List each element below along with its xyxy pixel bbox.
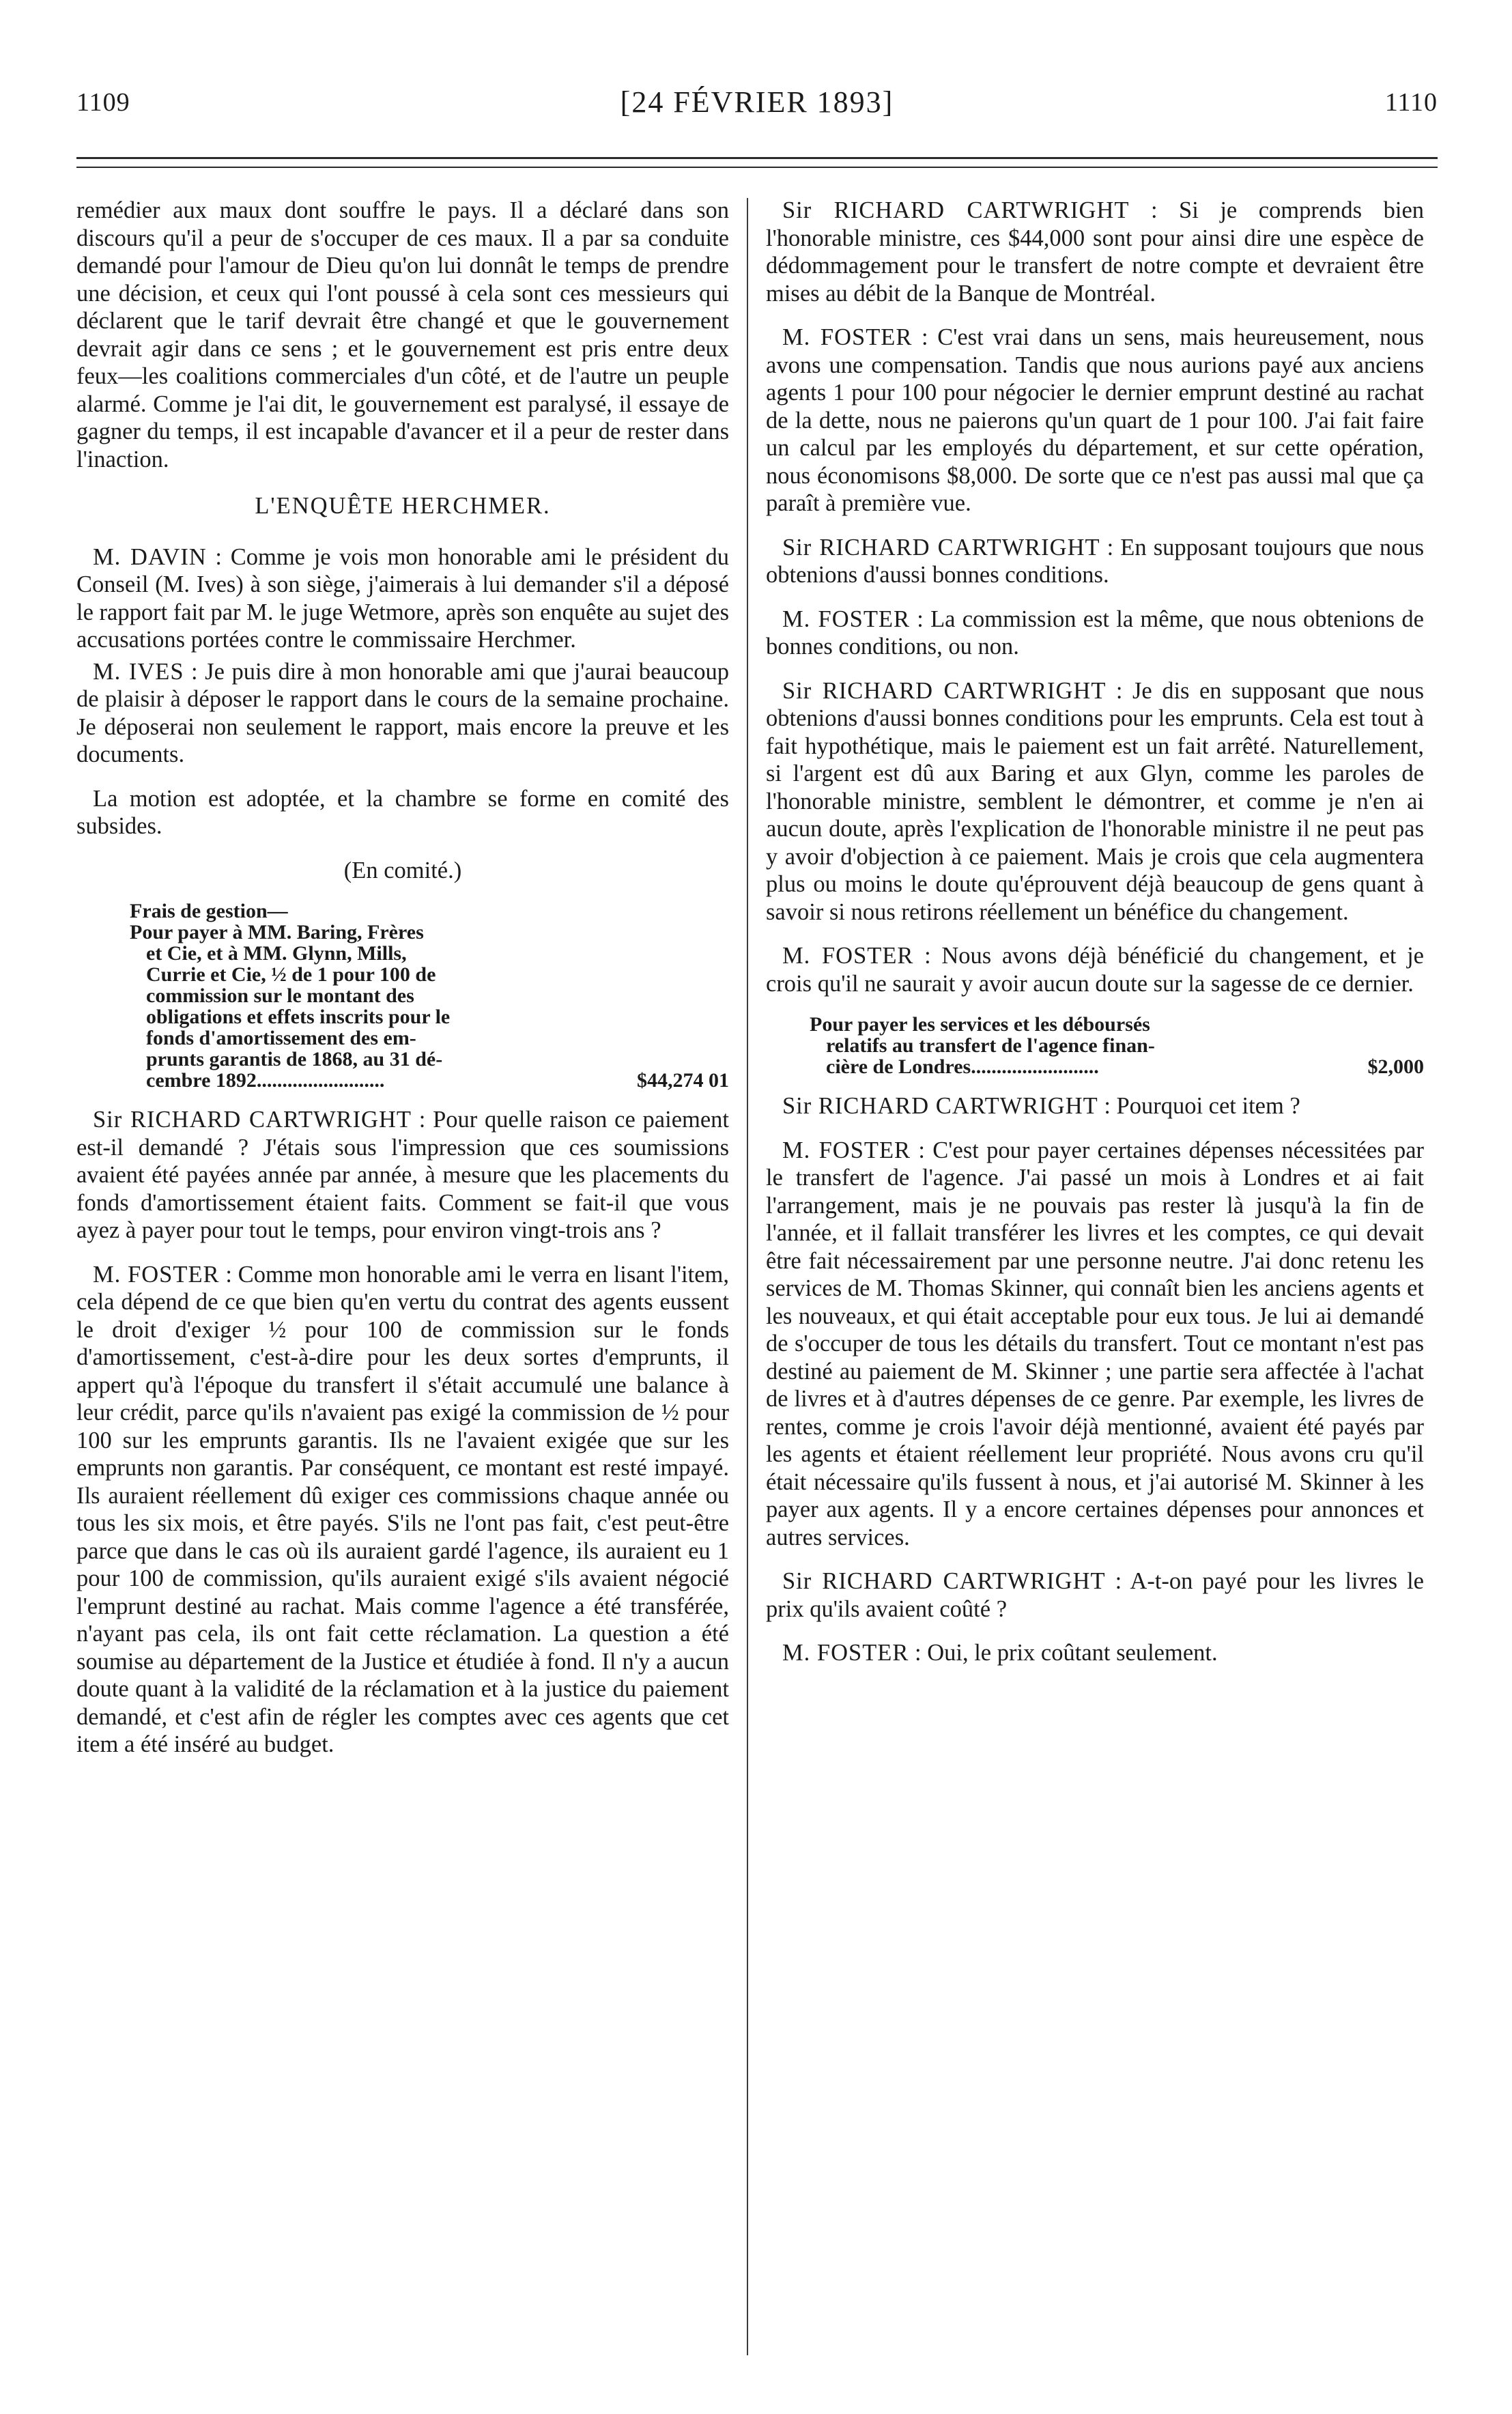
item-line: Currie et Cie, ½ de 1 pour 100 de [146, 963, 436, 986]
speaker-name: Sir RICHARD CARTWRIGHT [782, 1568, 1106, 1594]
speech-text: : A-t-on payé pour les livres le prix qu'ils avaient coûté ? [766, 1568, 1424, 1622]
left-column [76, 197, 729, 1775]
paragraph [766, 1639, 1424, 1667]
paragraph [766, 197, 1424, 307]
speaker-name: M. FOSTER [782, 943, 914, 969]
speech-text: : En supposant toujours que nous obtenions d'aussi bonnes conditions. [766, 534, 1424, 588]
speaker-name: M. FOSTER [782, 324, 913, 350]
budget-item [810, 1014, 1424, 1077]
paragraph [766, 1567, 1424, 1623]
paragraph [766, 677, 1424, 926]
speaker-name: Sir RICHARD CARTWRIGHT [782, 534, 1100, 560]
speaker-name: M. FOSTER [782, 1640, 909, 1666]
speaker-name: M. FOSTER [782, 606, 910, 632]
speaker-name: Sir RICHARD CARTWRIGHT [782, 197, 1130, 223]
header-rule-thin [76, 167, 1438, 168]
committee-label: (En comité.) [343, 857, 462, 883]
paragraph [76, 1261, 729, 1759]
paragraph [76, 658, 729, 769]
item-amount-line [810, 1056, 1424, 1077]
speech-text: : Je dis en supposant que nous obtenions d'aussi bonnes conditions pour les emprunts. Cela est tout à fait hypothétique, mais le paiement est un fait arrêté. Naturellement, si l'argent est dû aux Baring et aux Glyn, comme les paroles de l'honorable ministre, semblent le démontrer, et comme je n'en ai aucun doute, après l'explication de l'honorable ministre il ne peut pas y avoir d'objection à ce paiement. Mais je crois que cela augmentera plus ou moins le doute qu'éprouvent déjà beaucoup de gens quant à savoir si nous retirons réellement un bénéfice du changement. [766, 677, 1424, 925]
speaker-name: Sir RICHARD CARTWRIGHT [782, 1093, 1098, 1119]
item-line: obligations et effets inscrits pour le [146, 1006, 451, 1028]
paragraph [766, 534, 1424, 589]
speaker-name: Sir RICHARD CARTWRIGHT [782, 677, 1107, 704]
section-heading: L'ENQUÊTE HERCHMER. [255, 493, 551, 519]
budget-item [130, 900, 729, 1091]
speech-text: : Pourquoi cet item ? [1098, 1093, 1300, 1119]
speech-text: : Je puis dire à mon honorable ami que j'aurai beaucoup de plaisir à déposer le rapport dans le cours de la semaine prochaine. Je déposerai non seulement le rapport, mais encore la preuve et les documents. [76, 658, 729, 767]
item-line: fonds d'amortissement des em- [146, 1027, 416, 1049]
speaker-name: M. IVES [93, 658, 184, 685]
speech-text: : Oui, le prix coûtant seulement. [909, 1640, 1218, 1666]
speech-text: : C'est pour payer certaines dépenses nécessitées par le transfert de l'agence. J'ai passé un mois à Londres et ai fait l'arrangement, mais je ne pouvais pas rester là jusqu'à la fin de l'année, et il fallait transférer les livres et les comptes, ce qui devait être fait nécessairement par une personne neutre. J'ai donc retenu les services de M. Thomas Skinner, qui connaît bien les anciens agents et les nouveaux, et qui était acceptable pour eux tous. Je lui ai demandé de s'occuper de tous les détails du transfert. Tout ce montant n'est pas destiné au paiement de M. Skinner ; une partie sera affectée à l'achat de livres et à d'autres dépenses de ce genre. Par exemple, les livres de rentes, comme je crois l'avoir déjà mentionné, avaient été payés par les agents et étaient réellement leur propriété. Nous avons cru qu'il était nécessaire qu'ils fussent à nous, et j'ai autorisé M. Skinner à les payer aux agents. Il y a encore certaines dépenses pour annonces et autres services. [766, 1137, 1424, 1550]
item-line: Pour payer à MM. Baring, Frères [130, 921, 424, 943]
column-divider [747, 198, 748, 2355]
item-amount-line [130, 1070, 729, 1091]
right-column [766, 197, 1424, 1684]
item-amount: $2,000 [1367, 1055, 1424, 1078]
item-line: cembre 1892......................... [146, 1069, 385, 1092]
speech-text: : Comme mon honorable ami le verra en lisant l'item, cela dépend de ce que bien qu'en vertu du contrat des agents eussent le droit d'exiger ½ pour 100 de commission sur le fonds d'amortissement, c'est-à-dire pour les deux sortes d'emprunts, il appert qu'à l'époque du transfert il s'était accumulé une balance à leur crédit, parce qu'ils n'avaient pas exigé la commission de ½ pour 100 sur les emprunts garantis. Ils ne l'avaient exigée que sur les emprunts non garantis. Par conséquent, ce montant est resté impayé. Ils auraient réellement dû exiger ces commissions chaque année ou tous les six mois, et être payés. S'ils ne l'ont pas fait, c'est peut-être parce que dans le cas où ils auraient gardé l'agence, ils auraient eu 1 pour 100 de commission, qu'ils auraient exigé s'ils avaient négocié l'emprunt destiné au rachat. Mais comme l'agence a été transférée, n'ayant pas cela, ils ont fait cette réclamation. La question a été soumise au département de la Justice et étudiée à fond. Il n'y a aucun doute quant à la validité de la réclamation et à la justice du paiement demandé, et c'est afin de régler les comptes avec ces agents que cet item a été inséré au budget. [76, 1261, 729, 1757]
speaker-name: M. FOSTER [93, 1261, 220, 1288]
item-amount: $44,274 01 [637, 1069, 729, 1092]
speech-text: : Nous avons déjà bénéficié du changement, et je crois qu'il ne saurait y avoir aucun doute sur la sagesse de ce dernier. [766, 943, 1424, 997]
paragraph [766, 942, 1424, 997]
paragraph [766, 324, 1424, 517]
speaker-name: M. DAVIN [93, 543, 207, 570]
page-header [76, 87, 1438, 135]
item-line: et Cie, et à MM. Glynn, Mills, [146, 942, 407, 965]
speech-text: : Comme je vois mon honorable ami le président du Conseil (M. Ives) à son siège, j'aimerais à lui demander s'il a déposé le rapport fait par M. le juge Wetmore, après son enquête au sujet des accusations portées contre le commissaire Herchmer. [76, 543, 729, 653]
page-number-right: 1110 [1384, 88, 1438, 117]
speech-text: : Pour quelle raison ce paiement est-il demandé ? J'étais sous l'impression que ces soumissions avaient été payées année par année, à mesure que les placements du fonds d'amortissement étaient faits. Comment se fait-il que vous ayez à payer pour tout le temps, pour environ vingt-trois ans ? [76, 1107, 729, 1243]
paragraph: remédier aux maux dont souffre le pays. Il a déclaré dans son discours qu'il a peur de s'occuper de ces maux. Il a par sa conduite demandé pour l'amour de Dieu qu'on lui donnât le temps de prendre une décision, et ceux qui l'ont poussé à cela sont ces messieurs qui déclarent que le tarif devrait être changé et que le gouvernement devrait agir dans ce sens ; et le gouvernement est pris entre deux feux—les coalitions commerciales d'un côté, et de l'autre un peuple alarmé. Comme je l'ai dit, le gouvernement est paralysé, il essaye de gagner du temps, il est incapable d'avancer et il a peur de rester dans l'inaction. [76, 197, 729, 472]
item-line: cière de Londres......................... [826, 1055, 1099, 1078]
speech-text: : Si je comprends bien l'honorable ministre, ces $44,000 sont pour ainsi dire une espèce de dédommagement pour le transfert de notre compte et devraient être mises au débit de la Banque de Montréal. [766, 197, 1425, 307]
page-number-left: 1109 [76, 88, 130, 117]
item-title: Frais de gestion— [130, 900, 288, 922]
item-line: Pour payer les services et les déboursés [810, 1013, 1150, 1036]
paragraph [76, 543, 729, 654]
paragraph [766, 606, 1424, 661]
speech-text: : La commission est la même, que nous obtenions de bonnes conditions, ou non. [766, 606, 1424, 659]
item-line: commission sur le montant des [146, 984, 414, 1007]
paragraph [766, 1092, 1424, 1120]
item-line: relatifs au transfert de l'agence finan- [826, 1034, 1155, 1057]
paragraph [76, 1106, 729, 1245]
paragraph: La motion est adoptée, et la chambre se forme en comité des subsides. [76, 785, 729, 839]
speaker-name: M. FOSTER [782, 1137, 911, 1163]
header-rule-thick [76, 157, 1438, 159]
header-date: [24 FÉVRIER 1893] [620, 85, 894, 119]
item-line: prunts garantis de 1868, au 31 dé- [146, 1048, 443, 1070]
speaker-name: Sir RICHARD CARTWRIGHT [93, 1107, 412, 1133]
paragraph [766, 1137, 1424, 1552]
speech-text: : C'est vrai dans un sens, mais heureusement, nous avons une compensation. Tandis que nous aurions payé aux anciens agents 1 pour 100 pour négocier le dernier emprunt destiné au rachat de la dette, nous ne paierons qu'un quart de 1 pour 100. J'ai fait faire un calcul par les employés du département, et sur cette opération, nous économisons $8,000. De sorte que ce n'est pas aussi mal que ça paraît à première vue. [766, 324, 1424, 516]
